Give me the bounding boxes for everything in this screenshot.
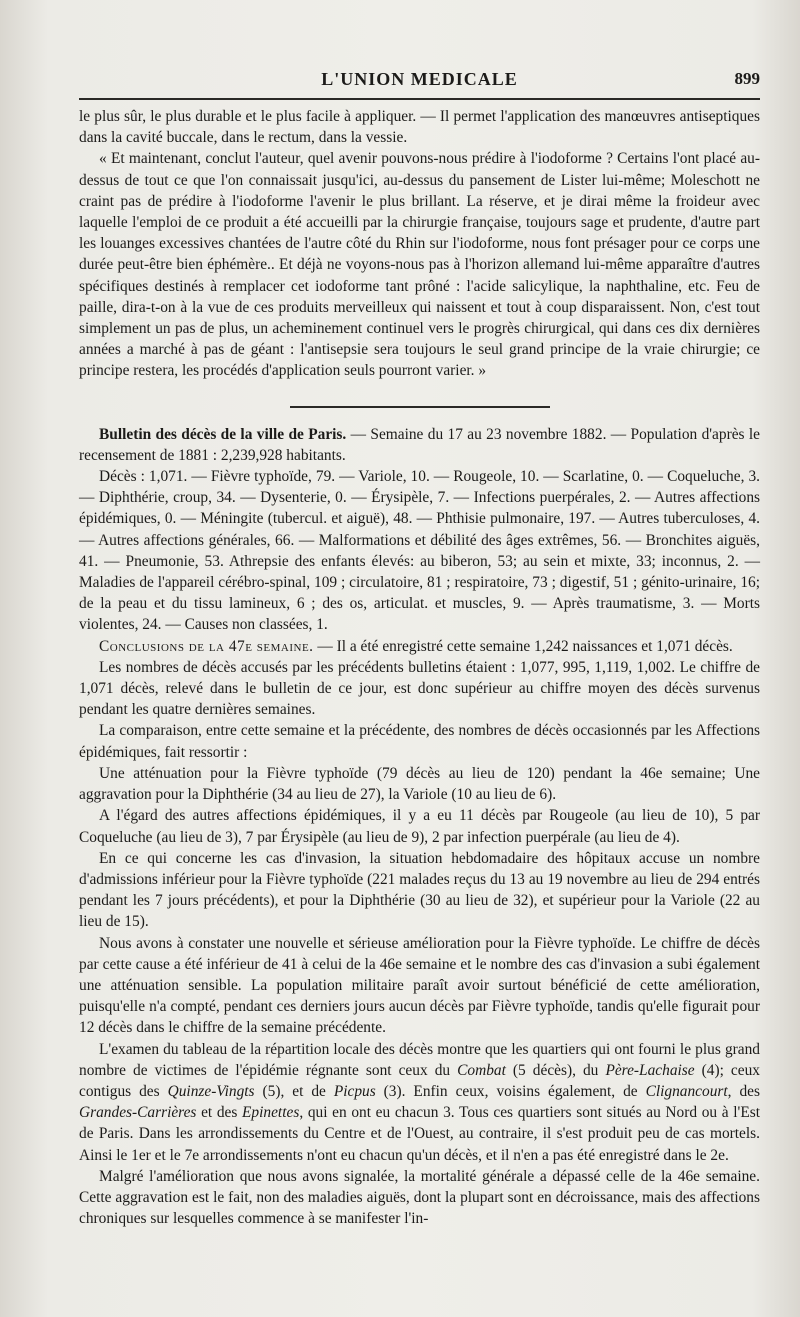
bulletin-title: Bulletin des décès de la ville de Paris.	[99, 425, 347, 443]
quartier-combat: Combat	[457, 1061, 506, 1079]
quartier-epinettes: Epinettes	[242, 1104, 300, 1122]
paragraph-amelioration: Nous avons à constater une nouvelle et sérieuse amélioration pour la Fièvre typhoïde. Le chiffre de décès par cette cause a été inférieur de 41 à celui de la 46e semaine et le nombre des cas d'invasion a subi également une atténuation sensible. La population militaire paraît avoir surtout bénéficié de cette amélioration, puisqu'elle n'a compté, pendant ces derniers jours aucun décès par Fièvre typhoïde, tandis qu'elle figurait pour 12 décès dans le chiffre de la semaine précédente.	[79, 934, 760, 1037]
bulletin-title-rest: — Semaine du 17 au 23 novembre 1882. — Population d'après le recensement de 1881 : 2,239,928 habitants.	[79, 425, 760, 464]
conclusions-text: — Il a été enregistré cette semaine 1,242 naissances et 1,071 décès.	[313, 637, 733, 655]
quartiers-text-3: (4); ceux contigus des	[79, 1061, 760, 1100]
paragraph-deces: Décès : 1,071. — Fièvre typhoïde, 79. — Variole, 10. — Rougeole, 10. — Scarlatine, 0. — Coqueluche, 3. — Diphthérie, croup, 34. — Dysenterie, 0. — Érysipèle, 7. — Infections puerpérales, 2. — Autres affections épidémiques, 0. — Méningite (tubercul. et aiguë), 48. — Phthisie pulmonaire, 197. — Autres tuberculoses, 4. — Autres affections générales, 66. — Malformations et débilité des âges extrêmes, 56. — Bronchites aiguës, 41. — Pneumonie, 53. Athrepsie des enfants élevés: au biberon, 53; au sein et mixte, 33; inconnus, 2. — Maladies de l'appareil cérébro-spinal, 109 ; circulatoire, 81 ; respiratoire, 73 ; digestif, 51 ; génito-urinaire, 16; de la peau et du tissu lamineux, 6 ; des os, articulat. et muscles, 9. — Après traumatisme, 3. — Morts violentes, 24. — Causes non classées, 1.	[79, 468, 760, 634]
paragraph-nombres: Les nombres de décès accusés par les précédents bulletins étaient : 1,077, 995, 1,119, 1,002. Le chiffre de 1,071 décès, relevé dans le bulletin de ce jour, est donc supérieur au chiffre moyen des décès survenus pendant les quatre dernières semaines.	[79, 658, 760, 719]
paragraph-invasion: En ce qui concerne les cas d'invasion, la situation hebdomadaire des hôpitaux accuse un nombre d'admissions inférieur pour la Fièvre typhoïde (221 malades reçus du 13 au 19 novembre au lieu de 294 entrés pendant les 7 jours précédents), et pour la Diphthérie (30 au lieu de 32), et supérieur pour la Variole (22 au lieu de 15).	[79, 849, 760, 931]
paragraph-iodoforme-end: le plus sûr, le plus durable et le plus facile à appliquer. — Il permet l'application des manœuvres antiseptiques dans la cavité buccale, dans le rectum, dans la vessie.	[79, 108, 760, 147]
paragraph-conclusions	[79, 636, 760, 657]
paragraph-malgre: Malgré l'amélioration que nous avons signalée, la mortalité générale a dépassé celle de la 46e semaine. Cette aggravation est le fait, non des maladies aiguës, dont la plupart sont en décroissance, mais des affections chroniques sur lesquelles commence à se manifester l'in-	[79, 1167, 760, 1228]
conclusions-label: Conclusions de la 47e semaine.	[99, 637, 314, 655]
quartier-quinze-vingts: Quinze-Vingts	[167, 1082, 255, 1100]
quartiers-text-2: (5 décès), du	[505, 1061, 606, 1079]
page-number: 899	[734, 69, 760, 88]
quartiers-text-6: , des	[727, 1082, 760, 1100]
quartiers-text-5: (3). Enfin ceux, voisins également, de	[375, 1082, 646, 1100]
quartier-clignancourt: Clignancourt	[645, 1082, 728, 1100]
quartiers-text-1: L'examen du tableau de la répartition locale des décès montre que les quartiers qui ont fourni le plus grand nombre de victimes de l'épidémie régnante sont ceux du	[79, 1040, 760, 1079]
section-divider	[290, 406, 550, 408]
bulletin-heading-paragraph	[79, 424, 760, 466]
quartier-pere-lachaise: Père-Lachaise	[605, 1061, 695, 1079]
page-header	[79, 64, 760, 94]
paragraph-comparaison: La comparaison, entre cette semaine et la précédente, des nombres de décès occasionnés par les Affections épidémiques, fait ressortir :	[79, 722, 760, 761]
header-rule	[79, 98, 760, 100]
paragraph-egard: A l'égard des autres affections épidémiques, il y a eu 11 décès par Rougeole (au lieu de 10), 5 par Coqueluche (au lieu de 3), 7 par Érysipèle (au lieu de 9), 2 par infection puerpérale (au lieu de 4).	[79, 807, 760, 846]
paragraph-attenuation: Une atténuation pour la Fièvre typhoïde (79 décès au lieu de 120) pendant la 46e semaine; Une aggravation pour la Diphthérie (34 au lieu de 27), la Variole (10 au lieu de 6).	[79, 764, 760, 804]
text-column	[79, 106, 760, 1229]
running-title: L'UNION MEDICALE	[321, 68, 518, 89]
quartiers-text-4: (5), et de	[254, 1082, 334, 1100]
paragraph-iodoforme-conclusion: « Et maintenant, conclut l'auteur, quel avenir pouvons-nous prédire à l'iodoforme ? Certains l'ont placé au-dessus de tout ce que l'on connaissait jusqu'ici, au-dessus du pansement de Lister lui-même; Moleschott ne craint pas de prédire à l'iodoforme l'avenir le plus brillant. La réserve, et je dirai même la froideur avec laquelle l'emploi de ce produit a été accueilli par la chirurgie française, toujours sage et prudente, d'autre part les louanges excessives chantées de l'autre côté du Rhin sur l'iodoforme, nous font présager pour ce corps une durée peut-être bien éphémère.. Et déjà ne voyons-nous pas à l'horizon allemand lui-même apparaître d'autres spécifiques destinés à remplacer cet iodoforme tant prôné : l'acide salicylique, la naphthaline, etc. Feu de paille, dira-t-on à la vue de ces produits merveilleux qui naissent et tout à coup disparaissent. Non, c'est tout simplement un pas de plus, un acheminement continuel vers le progrès chirurgical, qui dans ces dix dernières années a marché à pas de géant : l'antisepsie sera toujours le seul grand principe de la vraie chirurgie; ce principe restera, les procédés d'application seuls pourront varier. »	[79, 150, 760, 380]
paragraph-quartiers	[79, 1039, 760, 1166]
quartier-picpus: Picpus	[333, 1082, 376, 1100]
quartier-grandes-carrieres: Grandes-Carrières	[79, 1104, 197, 1122]
quartiers-text-7: et des	[196, 1104, 243, 1122]
quartiers-text-8: , qui en ont eu chacun 3. Tous ces quartiers sont situés au Nord ou à l'Est de Paris. Dans les arrondissements du Centre et de l'Ouest, au contraire, il s'est produit peu de cas mortels. Ainsi le 1er et le 7e arrondissements n'ont eu chacun qu'un décès, et il n'en a pas été enregistré dans le 2e.	[79, 1104, 760, 1164]
